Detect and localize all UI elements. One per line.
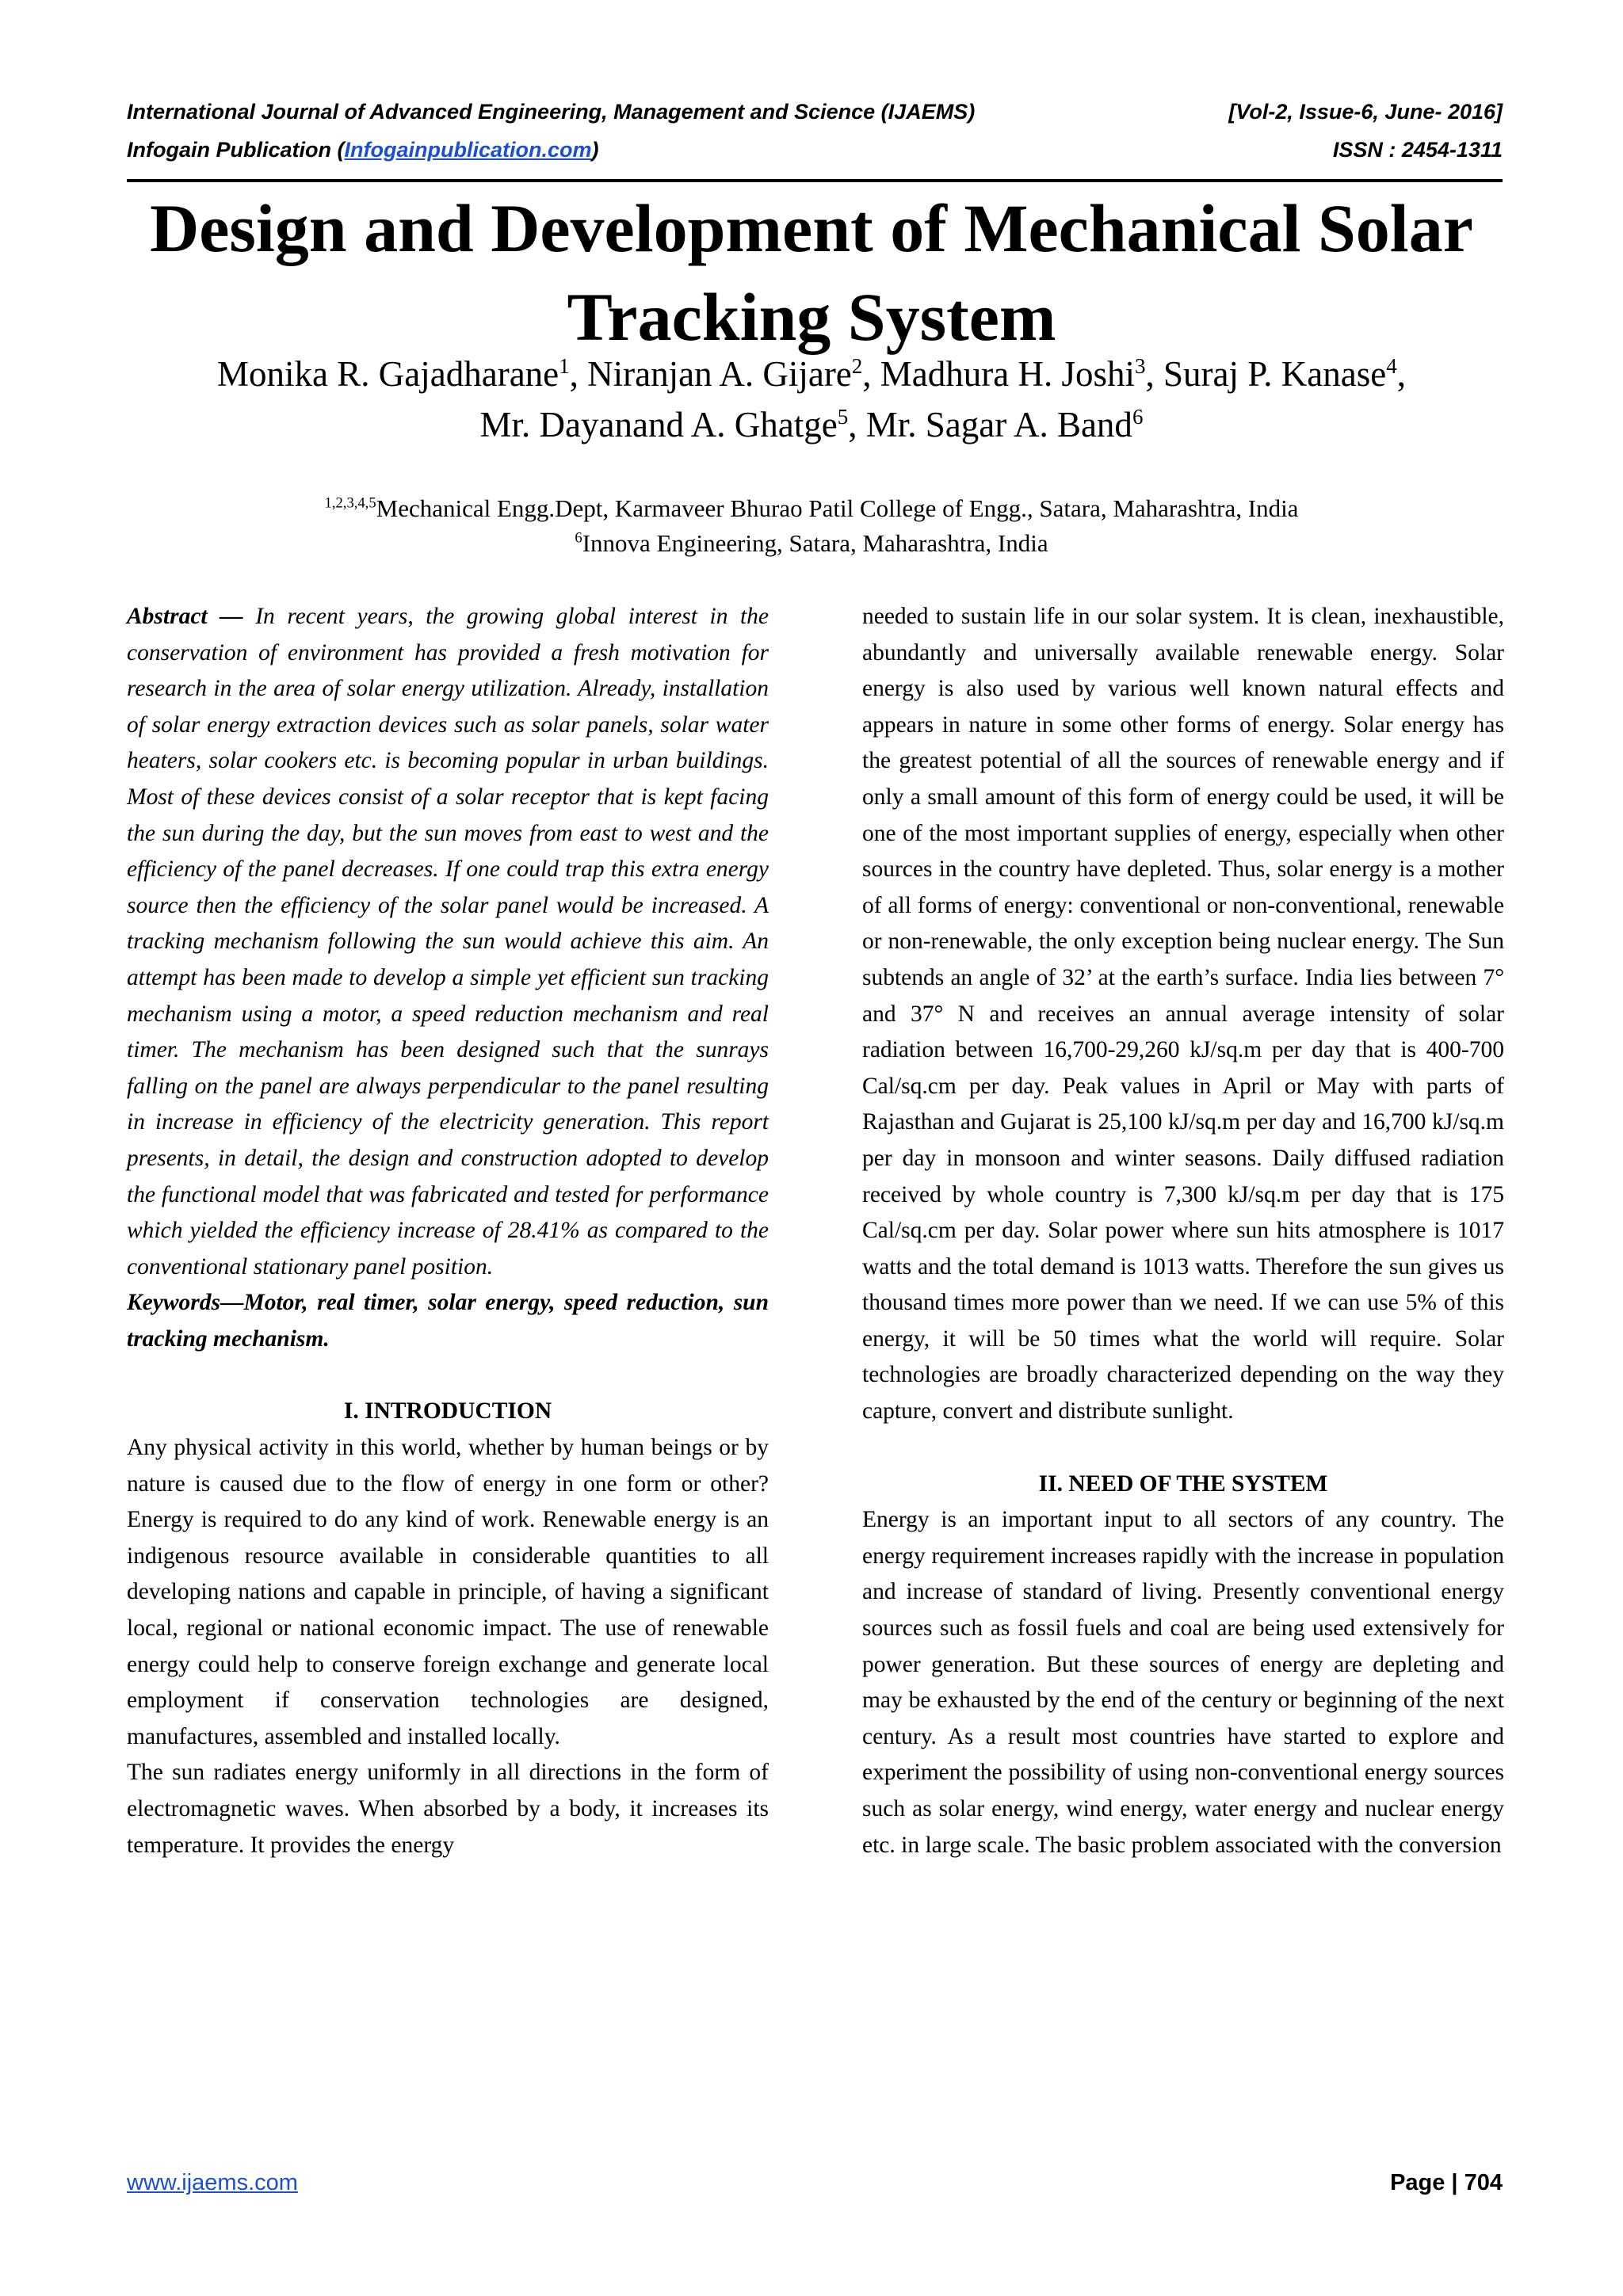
title-line-1: Design and Development of Mechanical Solar (150, 190, 1473, 266)
page-number: Page | 704 (1390, 2170, 1503, 2195)
author-line-1 (0, 349, 1623, 399)
abstract-text: In recent years, the growing global interest in the conservation of environment has provided a fresh motivation for research in the area of solar energy utilization. Already, installation of solar energy extraction devices such as solar panels, solar water heaters, solar cookers etc. is becoming popular in urban buildings. Most of these devices consist of a solar receptor that is kept facing the sun during the day, but the sun moves from east to west and the efficiency of the panel decreases. If one could trap this extra energy source then the efficiency of the solar panel would be increased. A tracking mechanism following the sun would achieve this aim. An attempt has been made to develop a simple yet efficient sun tracking mechanism using a motor, a speed reduction mechanism and real timer. The mechanism has been designed such that the sunrays falling on the panel are always perpendicular to the panel resulting in increase in efficiency of the electricity generation. This report presents, in detail, the design and construction adopted to develop the functional model that was fabricated and tested for performance which yielded the efficiency increase of 28.41% as compared to the conventional stationary panel position. (127, 604, 769, 1280)
abstract (127, 599, 769, 1285)
publisher-link[interactable]: Infogainpublication.com (344, 138, 592, 162)
page-footer (127, 2167, 1503, 2199)
author-name: Niranjan A. Gijare (587, 354, 852, 394)
paper-title (0, 184, 1623, 361)
need-paragraph-1: Energy is an important input to all sectors of any country. The energy requirement increases rapidly with the increase in population and increase of standard of living. Presently conventional energy sources such as fossil fuels and coal are being used extensively for power generation. But these sources of energy are depleting and may be exhausted by the end of the century or beginning of the next century. As a result most countries have started to explore and experiment the possibility of using non-conventional energy sources such as solar energy, wind energy, water energy and nuclear energy etc. in large scale. The basic problem associated with the conversion (862, 1507, 1504, 1858)
intro-paragraph-1: Any physical activity in this world, whether by human beings or by nature is caused due to the flow of energy in one form or other? Energy is required to do any kind of work. Renewable energy is an indigenous resource available in considerable quantities to all developing nations and capable in principle, of having a significant local, regional or national economic impact. The use of renewable energy could help to conserve foreign exchange and generate local employment if conservation technologies are designed, manufactures, assembled and installed locally. (127, 1435, 769, 1749)
author-sup: 6 (1132, 405, 1144, 429)
author-name: Monika R. Gajadharane (217, 354, 559, 394)
affiliation-sup: 6 (575, 529, 582, 547)
affiliation-text: Mechanical Engg.Dept, Karmaveer Bhurao Patil College of Engg., Satara, Maharashtra, India (376, 494, 1299, 522)
header-rule (127, 179, 1503, 182)
author-line-2 (0, 399, 1623, 450)
intro-paragraph-2: The sun radiates energy uniformly in all directions in the form of electromagnetic waves. When absorbed by a body, it increases its temperature. It provides the energy (127, 1760, 769, 1858)
affiliation-sup: 1,2,3,4,5 (324, 494, 376, 512)
keywords: Keywords—Motor, real timer, solar energy, speed reduction, sun tracking mechanism. (127, 1290, 769, 1352)
right-column (862, 599, 1504, 1863)
publisher-suffix: ) (591, 138, 599, 162)
author-name: Suraj P. Kanase (1163, 354, 1387, 394)
affiliation-text: Innova Engineering, Satara, Maharashtra, India (582, 529, 1048, 557)
author-name: Madhura H. Joshi (880, 354, 1135, 394)
author-sup: 4 (1386, 354, 1397, 378)
section-heading-introduction: I. INTRODUCTION (343, 1398, 552, 1425)
author-sep: , (1145, 354, 1163, 394)
author-sep: , (1396, 354, 1406, 394)
publisher-prefix: Infogain Publication ( (127, 138, 345, 162)
author-sep: , (569, 354, 588, 394)
volume-info: [Vol-2, Issue-6, June- 2016] (1228, 100, 1503, 124)
spacer (127, 1357, 769, 1394)
journal-header-line2 (127, 135, 1503, 165)
title-line-2: Tracking System (567, 279, 1056, 355)
abstract-label: Abstract — (127, 604, 243, 629)
affiliation-1 (0, 491, 1623, 526)
journal-name: International Journal of Advanced Engineering, Management and Science (IJAEMS) (127, 100, 976, 124)
issn: ISSN : 2454-1311 (1332, 138, 1503, 162)
section-heading-need: II. NEED OF THE SYSTEM (1038, 1470, 1328, 1497)
author-name: Mr. Dayanand A. Ghatge (479, 405, 838, 444)
journal-header-line1 (127, 97, 1503, 127)
affiliation-2 (0, 526, 1623, 561)
author-sup: 5 (837, 405, 849, 429)
journal-url-link[interactable]: www.ijaems.com (127, 2170, 298, 2195)
affiliations (0, 491, 1623, 561)
author-name: Mr. Sagar A. Band (865, 405, 1132, 444)
author-sup: 2 (851, 354, 863, 378)
intro-paragraph-continued: needed to sustain life in our solar system. It is clean, inexhaustible, abundantly and universally available renewable energy. Solar energy is also used by various well known natural effects and appears in nature in some other forms of energy. Solar energy has the greatest potential of all the sources of renewable energy and if only a small amount of this form of energy could be used, it will be one of the most important supplies of energy, especially when other sources in the country have depleted. Thus, solar energy is a mother of all forms of energy: conventional or non-conventional, renewable or non-renewable, the only exception being nuclear energy. The Sun subtends an angle of 32’ at the earth’s surface. India lies between 7° and 37° N and receives an annual average intensity of solar radiation between 16,700-29,260 kJ/sq.m per day that is 400-700 Cal/sq.cm per day. Peak values in April or May with parts of Rajasthan and Gujarat is 25,100 kJ/sq.m per day and 16,700 kJ/sq.m per day in monsoon and winter seasons. Daily diffused radiation received by whole country is 7,300 kJ/sq.m per day that is 175 Cal/sq.cm per day. Solar power where sun hits atmosphere is 1017 watts and the total demand is 1013 watts. Therefore the sun gives us thousand times more power than we need. If we can use 5% of this energy, it will be 50 times what the world will require. Solar technologies are broadly characterized depending on the way they capture, convert and distribute sunlight. (862, 604, 1504, 1425)
author-sep: , (862, 354, 880, 394)
author-sup: 1 (559, 354, 570, 378)
author-sup: 3 (1135, 354, 1146, 378)
spacer (862, 1430, 1504, 1466)
author-list (0, 349, 1623, 450)
author-sep: , (848, 405, 866, 444)
left-column (127, 599, 769, 1863)
